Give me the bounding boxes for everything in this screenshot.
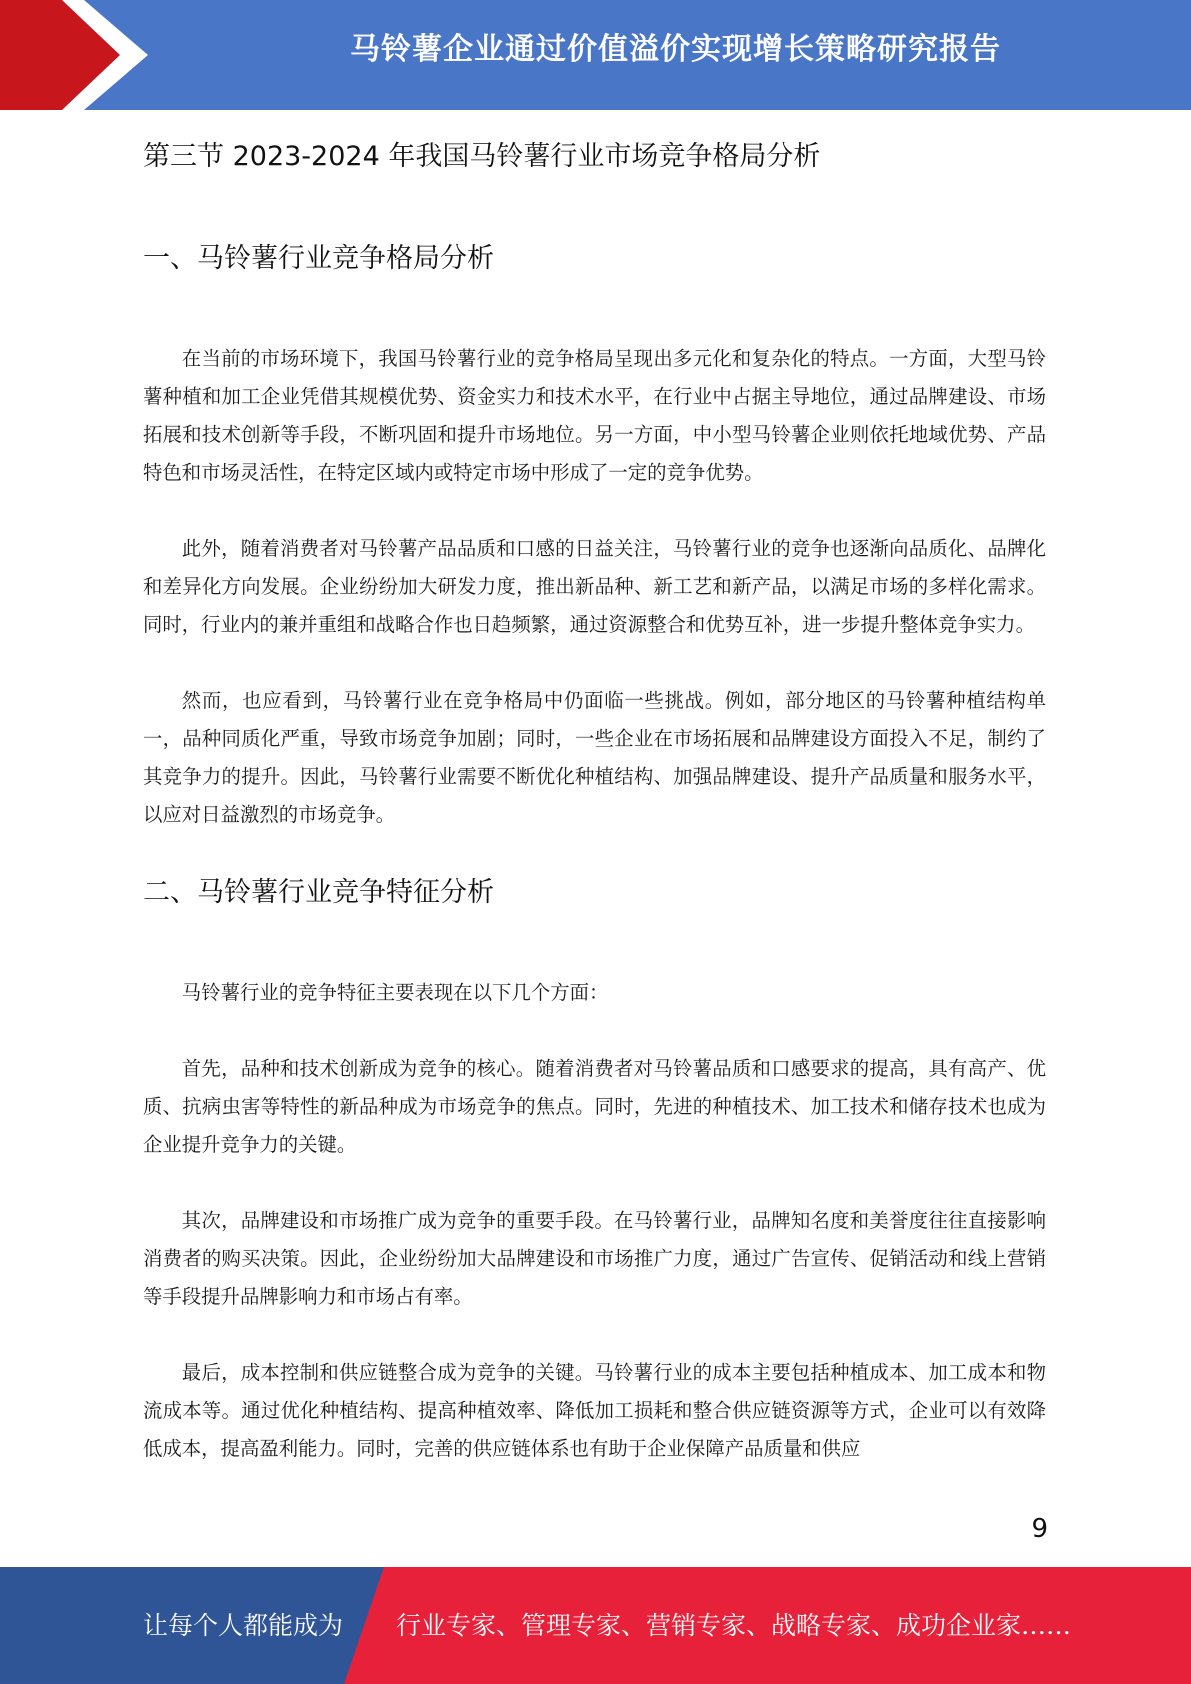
header-chevron-decoration — [0, 0, 160, 110]
paragraph: 然而，也应看到，马铃薯行业在竞争格局中仍面临一些挑战。例如，部分地区的马铃薯种植结构单一，品种同质化严重，导致市场竞争加剧；同时，一些企业在市场拓展和品牌建设方面投入不足，制约了其竞争力的提升。因此，马铃薯行业需要不断优化种植结构、加强品牌建设、提升产品质量和服务水平，以应对日益激烈的市场竞争。 — [143, 689, 1046, 826]
document-body — [143, 120, 1046, 1468]
subsection-title-2: 二、马铃薯行业竞争特征分析 — [143, 877, 494, 908]
paragraph: 首先，品种和技术创新成为竞争的核心。随着消费者对马铃薯品质和口感要求的提高，具有高产、优质、抗病虫害等特性的新品种成为市场竞争的焦点。同时，先进的种植技术、加工技术和储存技术也成为企业提升竞争力的关键。 — [143, 1057, 1046, 1156]
paragraph: 在当前的市场环境下，我国马铃薯行业的竞争格局呈现出多元化和复杂化的特点。一方面，大型马铃薯种植和加工企业凭借其规模优势、资金实力和技术水平，在行业中占据主导地位，通过品牌建设、市场拓展和技术创新等手段，不断巩固和提升市场地位。另一方面，中小型马铃薯企业则依托地域优势、产品特色和市场灵活性，在特定区域内或特定市场中形成了一定的竞争优势。 — [143, 347, 1046, 484]
paragraph: 此外，随着消费者对马铃薯产品品质和口感的日益关注，马铃薯行业的竞争也逐渐向品质化、品牌化和差异化方向发展。企业纷纷加大研发力度，推出新品种、新工艺和新产品，以满足市场的多样化需求。同时，行业内的兼并重组和战略合作也日趋频繁，通过资源整合和优势互补，进一步提升整体竞争实力。 — [143, 537, 1046, 636]
paragraph: 马铃薯行业的竞争特征主要表现在以下几个方面： — [181, 981, 609, 1004]
paragraph: 最后，成本控制和供应链整合成为竞争的关键。马铃薯行业的成本主要包括种植成本、加工成本和物流成本等。通过优化种植结构、提高种植效率、降低加工损耗和整合供应链资源等方式，企业可以有效降低成本，提高盈利能力。同时，完善的供应链体系也有助于企业保障产品质量和供应 — [143, 1361, 1046, 1460]
page-header — [0, 0, 1191, 110]
report-title: 马铃薯企业通过价值溢价实现增长策略研究报告 — [350, 32, 1001, 67]
subsection-title-1: 一、马铃薯行业竞争格局分析 — [143, 243, 494, 274]
paragraph: 其次，品牌建设和市场推广成为竞争的重要手段。在马铃薯行业，品牌知名度和美誉度往往直接影响消费者的购买决策。因此，企业纷纷加大品牌建设和市场推广力度，通过广告宣传、促销活动和线上营销等手段提升品牌影响力和市场占有率。 — [143, 1209, 1046, 1308]
footer-slogan-left: 让每个人都能成为 — [143, 1611, 344, 1640]
section-title: 第三节 2023-2024 年我国马铃薯行业市场竞争格局分析 — [143, 141, 821, 172]
page-number: 9 — [1031, 1514, 1048, 1544]
footer-slogan-right: 行业专家、管理专家、营销专家、战略专家、成功企业家…… — [396, 1611, 1072, 1640]
page-footer — [0, 1567, 1191, 1684]
